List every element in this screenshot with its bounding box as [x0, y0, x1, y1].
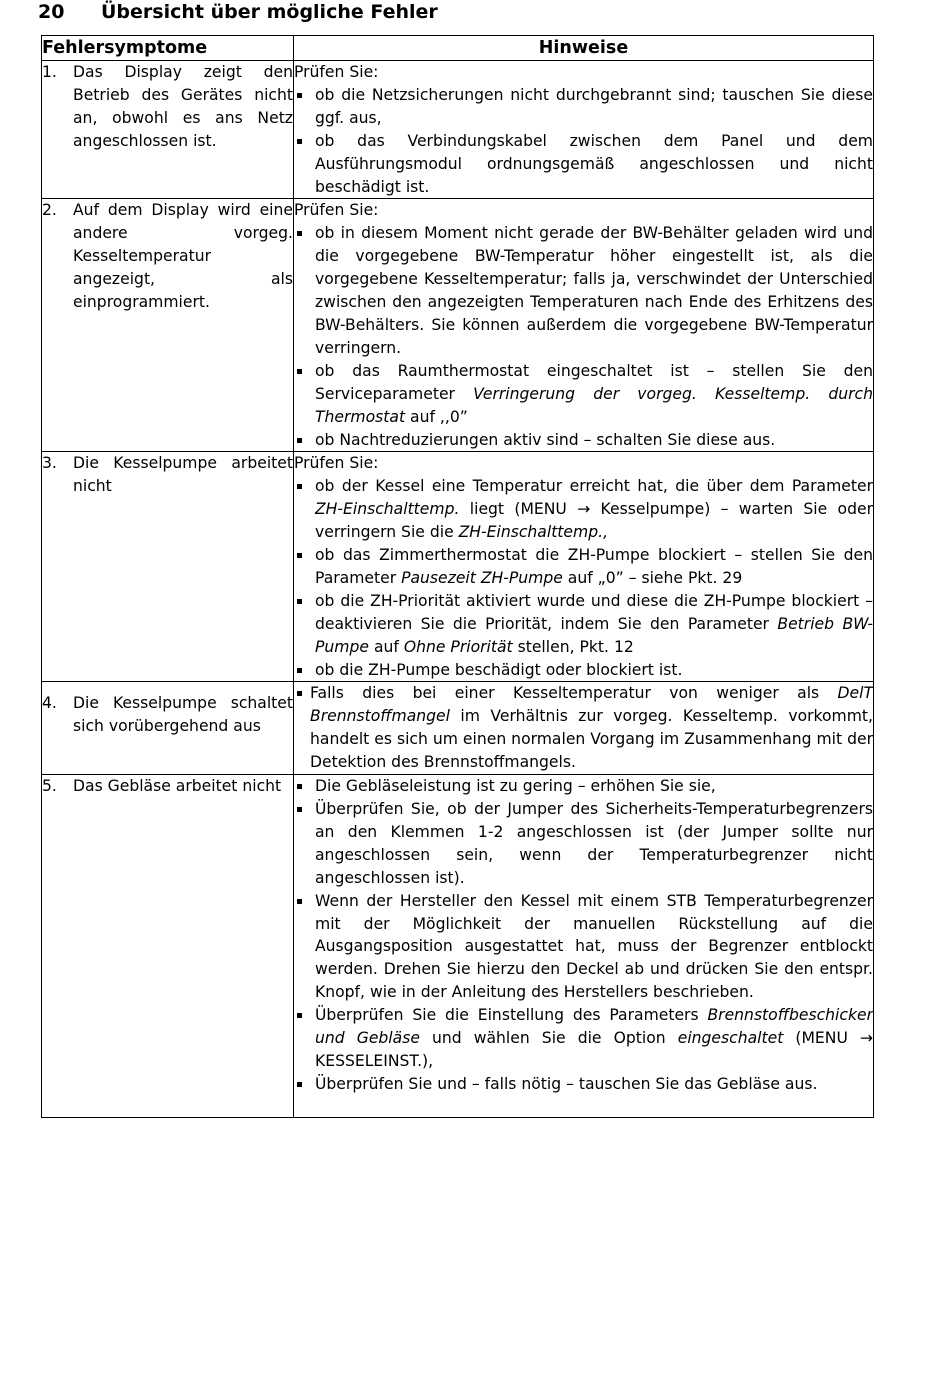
fault-table — [41, 35, 874, 1118]
hint-item: ob der Kessel eine Temperatur erreicht hat, die über dem Parameter ZH-Einschalttemp. liegt (MENU → Kesselpumpe) – warten Sie oder verringern Sie die ZH-Einschalttemp., — [294, 475, 873, 544]
symptom-number: 5. — [42, 777, 57, 796]
check-label: Prüfen Sie: — [294, 454, 379, 473]
hint-item: ob in diesem Moment nicht gerade der BW-Behälter geladen wird und die vorgegebene BW-Temperatur höher eingestellt ist, als die vorgegebene Kesseltemperatur; falls ja, verschwindet der Unterschied zwischen den angezeigten Temperaturen nach Ende des Erhitzens des BW-Behälters. Sie können außerdem die vorgegebene BW-Temperatur verringern. — [294, 222, 873, 359]
hint-item: Falls dies bei einer Kesseltemperatur von weniger als DelT Brennstoffmangel im Verhältnis zur vorgeg. Kesseltemp. vorkommt, handelt es sich um einen normalen Vorgang im Zusammenhang mit der Detektion des Brennstoffmangels. — [294, 682, 873, 774]
table-row — [42, 452, 874, 682]
hint-item: ob die ZH-Priorität aktiviert wurde und diese die ZH-Pumpe blockiert – deaktivieren Sie die Priorität, indem Sie den Parameter Betrieb BW-Pumpe auf Ohne Priorität stellen, Pkt. 12 — [294, 590, 873, 659]
symptom-number: 4. — [42, 694, 57, 713]
column-header-hints: Hinweise — [294, 36, 874, 61]
hint-list — [294, 84, 873, 199]
hint-item: Wenn der Hersteller den Kessel mit einem STB Temperaturbegrenzer mit der Möglichkeit der manuellen Rückstellung auf die Ausgangsposition ausgestattet hat, muss der Begrenzer entblockt werden. Drehen Sie hierzu den Deckel ab und drücken Sie den entspr. Knopf, wie in der Anleitung des Herstellers beschrieben. — [294, 890, 873, 1005]
hint-list — [294, 475, 873, 681]
table-row — [42, 682, 874, 775]
page-header — [38, 0, 438, 24]
symptom-text: Auf dem Display wird eine andere vorgeg. Kesseltemperatur angezeigt, als einprogrammiert. — [73, 201, 293, 312]
hint-cell — [294, 775, 874, 1118]
hint-list — [294, 222, 873, 451]
hint-cell — [294, 682, 874, 775]
symptom-text: Das Gebläse arbeitet nicht — [73, 777, 282, 796]
symptom-number: 3. — [42, 454, 57, 473]
hint-list — [294, 682, 873, 774]
hint-item: ob die ZH-Pumpe beschädigt oder blockiert ist. — [294, 659, 873, 682]
column-header-symptoms: Fehlersymptome — [42, 36, 294, 61]
hint-item: ob die Netzsicherungen nicht durchgebrannt sind; tauschen Sie diese ggf. aus, — [294, 84, 873, 130]
table-row — [42, 775, 874, 1118]
hint-item: Überprüfen Sie und – falls nötig – tauschen Sie das Gebläse aus. — [294, 1073, 873, 1096]
check-label: Prüfen Sie: — [294, 201, 379, 220]
page-title: Übersicht über mögliche Fehler — [101, 1, 438, 23]
page-number: 20 — [38, 1, 65, 23]
hint-item: Überprüfen Sie, ob der Jumper des Sicherheits-Temperaturbegrenzers an den Klemmen 1-2 angeschlossen ist (der Jumper sollte nur angeschlossen sein, wenn der Temperaturbegrenzer nicht angeschlossen ist). — [294, 798, 873, 890]
hint-list — [294, 775, 873, 1096]
symptom-cell — [42, 775, 294, 1118]
hint-item: ob Nachtreduzierungen aktiv sind – schalten Sie diese aus. — [294, 429, 873, 452]
check-label: Prüfen Sie: — [294, 63, 379, 81]
hint-item: Überprüfen Sie die Einstellung des Parameters Brennstoffbeschicker und Gebläse und wählen Sie die Option eingeschaltet (MENU → KESSELEINST.), — [294, 1004, 873, 1073]
symptom-cell — [42, 682, 294, 775]
hint-item: ob das Zimmerthermostat die ZH-Pumpe blockiert – stellen Sie den Parameter Pausezeit ZH-Pumpe auf „0” – siehe Pkt. 29 — [294, 544, 873, 590]
table-header-row — [42, 36, 874, 61]
symptom-cell — [42, 199, 294, 452]
hint-cell — [294, 61, 874, 199]
hint-item: ob das Verbindungskabel zwischen dem Panel und dem Ausführungsmodul ordnungsgemäß angeschlossen und nicht beschädigt ist. — [294, 130, 873, 199]
hint-cell — [294, 452, 874, 682]
symptom-number: 2. — [42, 201, 57, 220]
symptom-text: Das Display zeigt den Betrieb des Gerätes nicht an, obwohl es ans Netz angeschlossen ist. — [73, 63, 293, 150]
hint-item: ob das Raumthermostat eingeschaltet ist – stellen Sie den Serviceparameter Verringerung der vorgeg. Kesseltemp. durch Thermostat auf ,,0” — [294, 360, 873, 429]
table-row — [42, 199, 874, 452]
symptom-number: 1. — [42, 63, 57, 81]
symptom-cell — [42, 61, 294, 199]
symptom-text: Die Kesselpumpe arbeitet nicht — [73, 454, 293, 496]
symptom-cell — [42, 452, 294, 682]
hint-cell — [294, 199, 874, 452]
symptom-text: Die Kesselpumpe schaltet sich vorübergehend aus — [73, 694, 293, 736]
hint-item: Die Gebläseleistung ist zu gering – erhöhen Sie sie, — [294, 775, 873, 798]
table-row — [42, 61, 874, 199]
